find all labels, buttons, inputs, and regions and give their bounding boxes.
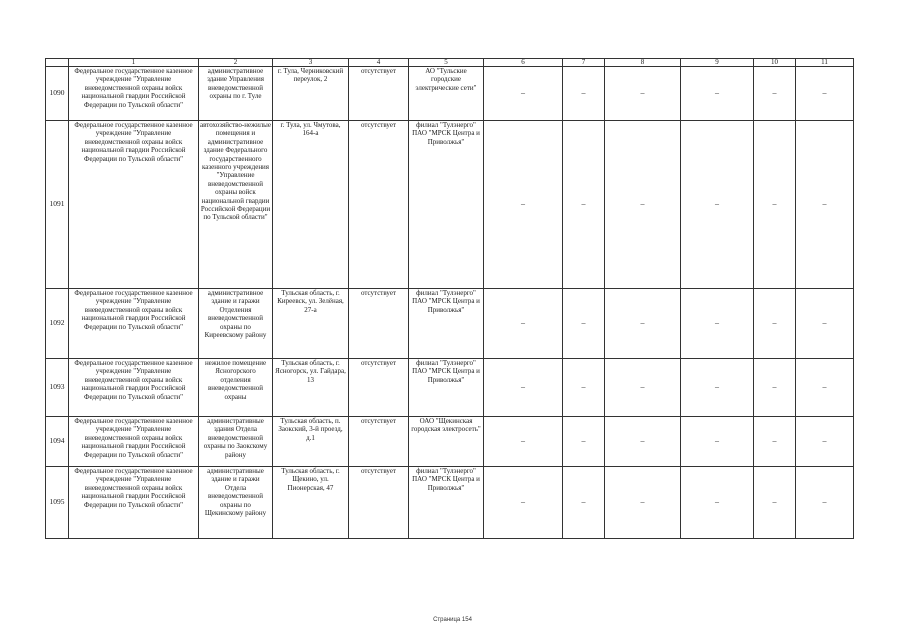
table-row [46, 359, 854, 417]
table-row [46, 121, 854, 289]
object-cell: административное здание и гаражи Отделения вневедомственной охраны по Киреевскому району [199, 289, 273, 359]
data-table [45, 58, 854, 539]
address-cell: Тульская область, п. Заокский, 3-й проезд, д.1 [273, 417, 349, 467]
empty-value-cell: – [563, 359, 605, 417]
table-row [46, 467, 854, 539]
object-cell: автохозяйство-нежилые помещения и административное здание Федерального государственного казенного учреждения "Управление вневедомственной охраны войск национальной гвардии Российской Федерации по Тульской области" [199, 121, 273, 289]
empty-value-cell: – [605, 289, 681, 359]
empty-value-cell: – [681, 289, 754, 359]
owner-cell: Федеральное государственное казенное учреждение "Управление вневедомственной охраны войск национальной гвардии Российской Федерации по Тульской области" [69, 289, 199, 359]
empty-value-cell: – [681, 359, 754, 417]
empty-value-cell: – [605, 467, 681, 539]
empty-value-cell: – [796, 289, 854, 359]
object-cell: административное здание Управления вневедомственной охраны по г. Туле [199, 67, 273, 121]
header-cell: 8 [605, 59, 681, 67]
owner-cell: Федеральное государственное казенное учреждение "Управление вневедомственной охраны войск национальной гвардии Российской Федерации по Тульской области" [69, 121, 199, 289]
address-cell: Тульская область, г. Ясногорск, ул. Гайдара, 13 [273, 359, 349, 417]
empty-value-cell: – [754, 289, 796, 359]
status-cell: отсутствует [349, 289, 409, 359]
table-row [46, 417, 854, 467]
empty-value-cell: – [681, 121, 754, 289]
status-cell: отсутствует [349, 467, 409, 539]
object-cell: административные здание и гаражи Отдела вневедомственной охраны по Щекинскому району [199, 467, 273, 539]
header-cell: 4 [349, 59, 409, 67]
header-cell: 6 [484, 59, 563, 67]
empty-value-cell: – [754, 417, 796, 467]
empty-value-cell: – [796, 467, 854, 539]
empty-value-cell: – [605, 67, 681, 121]
empty-value-cell: – [796, 121, 854, 289]
supplier-cell: филиал "Тулэнерго" ПАО "МРСК Центра и Приволжья" [409, 121, 484, 289]
empty-value-cell: – [754, 67, 796, 121]
header-cell: 5 [409, 59, 484, 67]
empty-value-cell: – [754, 359, 796, 417]
row-number-cell: 1093 [46, 359, 69, 417]
empty-value-cell: – [484, 417, 563, 467]
supplier-cell: филиал "Тулэнерго" ПАО "МРСК Центра и Приволжья" [409, 359, 484, 417]
owner-cell: Федеральное государственное казенное учреждение "Управление вневедомственной охраны войск национальной гвардии Российской Федерации по Тульской области" [69, 417, 199, 467]
empty-value-cell: – [796, 417, 854, 467]
object-cell: нежилое помещение Ясногорского отделения вневедомственной охраны [199, 359, 273, 417]
empty-value-cell: – [681, 467, 754, 539]
table-row [46, 289, 854, 359]
status-cell: отсутствует [349, 121, 409, 289]
status-cell: отсутствует [349, 359, 409, 417]
address-cell: Тульская область, г. Киреевск, ул. Зелёная, 27-а [273, 289, 349, 359]
owner-cell: Федеральное государственное казенное учреждение "Управление вневедомственной охраны войск национальной гвардии Российской Федерации по Тульской области" [69, 359, 199, 417]
status-cell: отсутствует [349, 417, 409, 467]
supplier-cell: филиал "Тулэнерго" ПАО "МРСК Центра и Приволжья" [409, 289, 484, 359]
status-cell: отсутствует [349, 67, 409, 121]
empty-value-cell: – [563, 467, 605, 539]
empty-value-cell: – [484, 359, 563, 417]
empty-value-cell: – [484, 121, 563, 289]
empty-value-cell: – [605, 121, 681, 289]
empty-value-cell: – [605, 359, 681, 417]
empty-value-cell: – [563, 67, 605, 121]
header-cell [46, 59, 69, 67]
empty-value-cell: – [563, 417, 605, 467]
owner-cell: Федеральное государственное казенное учреждение "Управление вневедомственной охраны войск национальной гвардии Российской Федерации по Тульской области" [69, 467, 199, 539]
empty-value-cell: – [484, 467, 563, 539]
owner-cell: Федеральное государственное казенное учреждение "Управление вневедомственной охраны войск национальной гвардии Российской Федерации по Тульской области" [69, 67, 199, 121]
empty-value-cell: – [563, 121, 605, 289]
table-body [46, 59, 854, 539]
table-row [46, 67, 854, 121]
supplier-cell: ОАО "Щекинская городская электросеть" [409, 417, 484, 467]
header-cell: 10 [754, 59, 796, 67]
supplier-cell: АО "Тульские городские электрические сети" [409, 67, 484, 121]
empty-value-cell: – [681, 67, 754, 121]
supplier-cell: филиал "Тулэнерго" ПАО "МРСК Центра и Приволжья" [409, 467, 484, 539]
address-cell: г. Тула, Черниковский переулок, 2 [273, 67, 349, 121]
object-cell: административные здания Отдела вневедомственной охраны по Заокскому району [199, 417, 273, 467]
row-number-cell: 1090 [46, 67, 69, 121]
empty-value-cell: – [484, 289, 563, 359]
row-number-cell: 1095 [46, 467, 69, 539]
empty-value-cell: – [754, 467, 796, 539]
row-number-cell: 1091 [46, 121, 69, 289]
row-number-cell: 1094 [46, 417, 69, 467]
address-cell: Тульская область, г. Щекино, ул. Пионерская, 47 [273, 467, 349, 539]
empty-value-cell: – [796, 67, 854, 121]
header-cell: 1 [69, 59, 199, 67]
empty-value-cell: – [605, 417, 681, 467]
empty-value-cell: – [681, 417, 754, 467]
empty-value-cell: – [796, 359, 854, 417]
empty-value-cell: – [484, 67, 563, 121]
header-cell: 9 [681, 59, 754, 67]
header-cell: 3 [273, 59, 349, 67]
row-number-cell: 1092 [46, 289, 69, 359]
empty-value-cell: – [563, 289, 605, 359]
header-row [46, 59, 854, 67]
address-cell: г. Тула, ул. Чмутова, 164-а [273, 121, 349, 289]
header-cell: 11 [796, 59, 854, 67]
page-number: Страница 154 [433, 617, 472, 623]
header-cell: 2 [199, 59, 273, 67]
empty-value-cell: – [754, 121, 796, 289]
header-cell: 7 [563, 59, 605, 67]
